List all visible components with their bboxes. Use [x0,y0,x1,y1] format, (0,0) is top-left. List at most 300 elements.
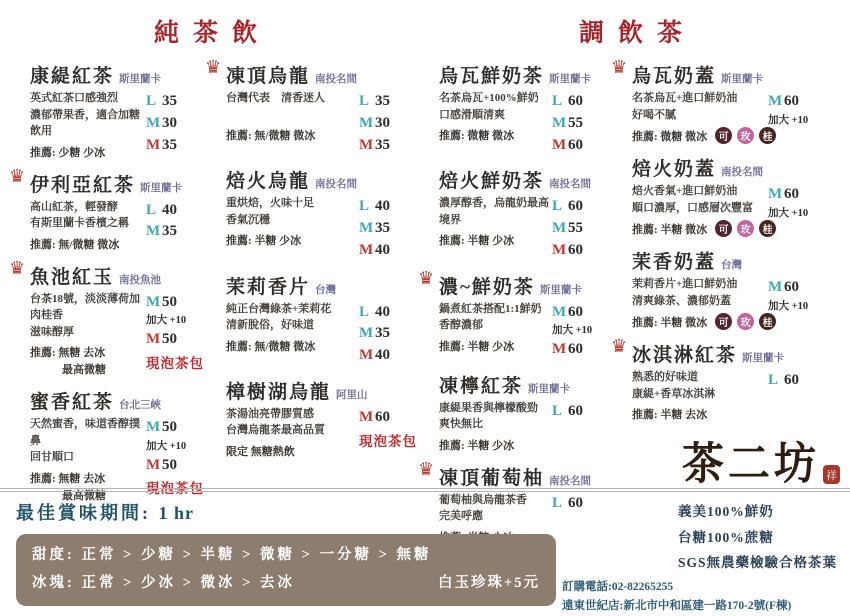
price-size: L [359,93,370,109]
price-block [359,90,421,156]
item-body [439,195,614,261]
fresh-brew-teabag-note: 現泡茶包 [146,355,204,371]
item-description-line: 清爽綠茶、濃郁奶蓋 [632,294,731,307]
item-body [439,301,614,361]
item-recommendation [226,443,359,459]
upsize-price: 加大 +10 [146,315,187,327]
item-recommendation-text: 推薦: 少糖 少冰 [30,146,106,159]
menu-item [208,377,421,459]
item-recommendation-text: 推薦: 半糖 少冰 [439,340,515,353]
price-row [146,292,208,314]
item-recommendation-text: 推薦: 微糖 微冰 [632,130,708,143]
item-region: 斯里蘭卡 [742,353,785,364]
item-description-line: 回甘順口 [30,451,74,463]
contact-info [562,578,837,616]
price-value: 50 [162,419,177,435]
item-description-block [226,301,359,367]
price-value: 30 [162,114,177,131]
price-size: M [146,331,161,347]
price-row [552,339,614,361]
price-block [552,301,614,361]
flavor-badge: 可 [715,313,732,330]
price-value: 35 [162,223,177,240]
item-recommendation [30,470,146,486]
price-value: 40 [162,201,177,218]
crown-icon: ♛ [418,458,435,479]
item-description-line: 台灣烏龍茶最高品質 [226,424,325,437]
price-row [359,91,421,113]
price-row [768,277,844,299]
item-recommendation [226,127,359,143]
item-header [30,170,208,197]
item-header [226,272,421,299]
item-body [30,199,208,252]
upsize-price: 加大 +10 [146,440,187,452]
item-region: 南投名間 [549,475,592,487]
item-header [226,61,421,88]
price-row [359,113,421,135]
price-value: 50 [162,331,177,347]
price-value: 35 [375,93,390,109]
item-description-line: 有斯里蘭卡香檳之稱 [30,217,129,229]
item-description-block [226,406,359,459]
price-size: M [768,186,783,202]
item-region: 斯里蘭卡 [721,74,764,85]
price-value: 55 [568,114,583,131]
price-size: L [552,198,563,215]
item-description-line: 高山紅茶，輕發酵 [30,200,118,213]
crown-icon: ♛ [611,57,628,77]
price-size: M [359,241,374,258]
item-recommendation-text: 推薦: 半糖 微冰 [632,316,708,329]
item-header [632,61,844,88]
price-size: M [146,456,161,473]
menu-item [611,336,844,422]
footer-right [556,499,838,612]
price-size: L [552,494,563,511]
item-region: 阿里山 [336,389,368,401]
item-header [30,387,208,414]
price-row [552,218,614,240]
menu-item [208,166,421,261]
ice-row [32,569,540,597]
item-name: 凍檸紅茶 [439,375,524,397]
item-description-line: 滋味醇厚 [30,325,74,338]
item-description-line: 清新脫俗，好味道 [226,319,314,331]
item-description-block [439,195,552,261]
price-value: 35 [375,325,390,342]
menu-item [421,61,614,156]
item-recommendation-text: 推薦: 無/微糖 微冰 [226,130,316,142]
footer [0,488,850,612]
item-recommendation-text: 推薦: 半糖 去冰 [632,409,708,421]
price-row [359,302,421,324]
item-description-block [30,291,146,378]
price-size: M [146,293,161,310]
price-value: 60 [784,372,799,388]
item-description-line: 完美呼應 [439,510,483,523]
price-value: 60 [568,494,583,511]
item-recommendation [226,232,359,248]
item-header [632,247,844,274]
pearl-topping-note: 白玉珍珠+5元 [437,575,540,592]
item-body [439,400,614,453]
certification-line: SGS無農藥檢驗合格茶葉 [678,555,838,571]
item-description-line: 順口濃厚，口感層次豐富 [632,201,753,214]
item-description-block [30,90,146,160]
price-value: 40 [375,198,390,215]
menu-column [611,57,844,490]
item-description-line: 口感滑順清爽 [439,108,505,121]
price-size: L [768,372,779,388]
price-size: L [359,198,370,215]
price-block [768,276,844,330]
item-description-line: 名茶烏瓦+進口鮮奶油 [632,92,738,104]
upsize-price: 加大 +10 [768,207,809,219]
item-name: 烏瓦鮮奶茶 [439,66,545,87]
item-recommendation-text: 推薦: 半糖 少冰 [439,235,515,248]
item-description-line: 熟悉的好味道 [632,371,698,383]
price-value: 35 [375,136,390,153]
price-size: M [552,114,567,131]
price-size: M [359,325,374,342]
section-headers [0,0,850,55]
item-description-block [439,301,552,361]
crown-icon: ♛ [611,336,628,356]
price-row [768,184,844,206]
price-block [552,90,614,156]
price-row [146,200,208,222]
price-size: M [146,223,161,240]
crown-icon: ♛ [205,57,222,77]
item-description-line: 焙火香氣+進口鮮奶油 [632,185,738,197]
item-header [226,377,421,404]
upsize-price: 加大 +10 [552,325,593,337]
item-description-line: 名茶烏瓦+100%鮮奶 [439,92,539,104]
menu-column [418,61,614,555]
price-size: M [359,136,374,153]
item-body [632,369,844,422]
price-size: M [359,408,374,425]
item-description-block [632,183,773,237]
price-value: 60 [568,136,583,153]
price-value: 55 [568,220,583,236]
item-description-line: 康緹+香草冰淇淋 [632,387,716,400]
price-size: M [146,419,161,435]
crown-icon: ♛ [9,257,26,278]
item-header [30,262,208,289]
price-size: M [768,93,783,109]
item-recommendation [439,338,552,354]
item-recommendation [226,338,359,354]
item-recommendation-text: 推薦: 無/微糖 微冰 [226,340,316,353]
menu-item [9,165,208,252]
flavor-badge: 可 [715,220,732,237]
item-description-block [439,90,552,156]
ice-options: 冰塊: 正常 > 少冰 > 微冰 > 去冰 [32,575,295,592]
item-description-block [226,90,359,156]
item-description-line: 康緹果香與檸檬酸勁 [439,401,538,414]
price-size: M [359,347,374,363]
price-row [552,240,614,262]
item-recommendation [30,344,146,360]
price-size: M [552,136,567,153]
price-block [359,301,421,367]
item-recommendation [439,127,552,143]
item-recommendation [632,220,773,237]
item-region: 斯里蘭卡 [528,383,571,395]
item-description-line: 天然蜜香，味道香醇撲鼻 [30,418,140,447]
price-row [552,302,614,324]
brand-logo [682,440,844,490]
item-region: 斯里蘭卡 [539,284,582,296]
price-block [146,291,208,378]
store-address: 遠東世紀店:新北市中和區建一路170-2號(F棟) [562,599,792,612]
options-box [16,534,556,606]
price-size: L [552,402,563,419]
item-body [226,90,421,156]
price-size: M [146,114,161,131]
item-recommendation-text: 推薦: 無/微糖 微冰 [30,238,120,251]
price-value: 60 [568,303,583,320]
item-name: 冰淇淋紅茶 [632,345,738,366]
price-value: 35 [162,93,177,109]
price-value: 60 [784,279,799,295]
item-recommendation [439,232,552,248]
item-recommendation-text: 推薦: 半糖 少冰 [439,439,515,452]
item-description-line: 英式紅茶口感強烈 [30,92,118,104]
item-recommendation-line2: 最高微糖 [62,364,106,376]
item-header [439,463,614,490]
menu-item [614,247,844,330]
item-name: 茉莉香片 [226,276,311,298]
brand-name: 茶二坊 [682,440,821,490]
item-description-block [439,400,552,453]
item-name: 焙火鮮奶茶 [439,171,545,193]
price-size: M [359,114,374,131]
item-name: 凍頂葡萄柚 [439,467,545,489]
price-row [768,91,844,113]
price-size: M [552,303,567,320]
menu-item [208,272,421,367]
price-value: 40 [375,303,390,320]
item-recommendation [632,406,768,422]
price-size: M [768,279,783,295]
best-before-value: 1 hr [158,503,194,523]
price-value: 40 [375,241,390,258]
price-row [768,370,844,392]
certification-line: 義美100%鮮奶 [678,504,774,519]
item-body [30,90,208,160]
item-recommendation [632,313,773,330]
price-block [768,183,844,237]
item-region: 南投名間 [315,179,358,191]
item-description-line: 鍋煮紅茶搭配1:1鮮奶 [439,302,542,315]
item-header [439,166,614,193]
item-region: 斯里蘭卡 [119,74,162,85]
flavor-badge: 桂 [759,220,776,237]
item-name: 焙火烏龍 [226,171,311,193]
price-row [359,135,421,157]
price-block [359,406,421,459]
item-description-line: 香醇濃郁 [439,319,483,331]
item-description-line: 茶湯油亮帶膠質感 [226,407,314,420]
item-header [439,61,614,88]
flavor-badge: 桂 [759,313,776,330]
price-block [552,400,614,453]
price-row [552,135,614,157]
price-size: M [552,341,567,357]
item-region: 台北三峽 [119,400,162,411]
price-size: M [552,220,567,236]
price-value: 35 [162,136,177,153]
price-row [552,401,614,423]
item-body [632,276,844,330]
item-header [30,61,208,88]
menu-column [9,61,208,513]
item-name: 焙火奶蓋 [632,159,717,180]
fresh-brew-teabag-note: 現泡茶包 [359,433,417,449]
flavor-badge: 玫 [737,313,754,330]
price-value: 60 [375,408,390,425]
price-value: 40 [375,347,390,363]
item-recommendation [30,236,146,252]
price-value: 35 [375,220,390,236]
item-region: 台灣 [315,284,337,296]
menu-item [614,154,844,237]
price-value: 60 [568,402,583,419]
price-block [768,369,844,422]
item-header [439,272,614,299]
item-body [226,195,421,261]
price-row [552,113,614,135]
price-row [552,196,614,218]
best-before-title [16,499,556,525]
menu-item [421,166,614,261]
price-size: L [146,93,157,109]
flavor-badge: 玫 [737,220,754,237]
price-row [359,345,421,367]
price-value: 50 [162,293,177,310]
menu-item [205,57,421,156]
item-name: 凍頂烏龍 [226,66,311,87]
item-description-line: 台灣代表 清香迷人 [226,92,325,104]
item-body [632,183,844,237]
price-value: 60 [568,198,583,215]
price-size: M [359,220,374,236]
fresh-brew-teabag-note: 現泡茶包 [146,481,204,497]
price-row [146,135,208,157]
price-block [146,199,208,252]
item-name: 烏瓦奶蓋 [632,66,717,87]
quality-certifications [562,499,837,576]
price-row [359,196,421,218]
item-region: 斯里蘭卡 [549,74,592,85]
item-body [226,301,421,367]
price-value: 60 [784,186,799,202]
flavor-badge: 可 [715,127,732,144]
item-description-line: 爽快無比 [439,418,483,431]
crown-icon: ♛ [9,165,26,186]
price-value: 60 [568,241,583,258]
menu-item [418,267,614,361]
item-header [226,166,421,193]
price-row [359,240,421,262]
price-block [359,195,421,261]
item-description-block [226,195,359,261]
item-name: 濃~鮮奶茶 [439,276,535,298]
price-value: 60 [568,341,583,357]
item-description-line: 葡萄柚與烏龍茶香 [439,493,527,506]
item-recommendation [30,144,146,160]
price-block [146,90,208,160]
menu-item [611,57,844,144]
section-title-mixed-tea: 調飲茶 [578,20,696,47]
price-row [552,91,614,113]
price-size: M [552,241,567,258]
item-recommendation-text: 推薦: 無糖 去冰 [30,347,106,359]
certification-line: 台糖100%蔗糖 [678,529,774,545]
item-region: 南投名間 [315,74,358,85]
price-size: L [552,93,563,109]
item-body [30,291,208,378]
item-body [632,90,844,144]
price-size: L [359,303,370,320]
item-recommendation [632,127,773,144]
price-block [552,195,614,261]
upsize-price: 加大 +10 [768,300,809,312]
item-region: 斯里蘭卡 [140,182,183,194]
sweetness-row [32,541,540,569]
item-recommendation-text: 推薦: 半糖 少冰 [226,235,302,248]
upsize-price: 加大 +10 [768,114,809,126]
item-header [632,154,844,181]
menu-item [12,387,208,503]
footer-left [16,499,556,607]
menu-item [421,371,614,453]
item-region: 南投名間 [721,167,764,178]
item-description-line [226,107,359,124]
price-row [359,323,421,345]
item-name: 茉香奶蓋 [632,252,717,273]
item-recommendation-text: 推薦: 無糖 去冰 [30,472,106,485]
item-name: 樟樹湖烏龍 [226,381,332,403]
price-value: 50 [162,456,177,473]
flavor-badge: 桂 [759,127,776,144]
sweetness-options: 甜度: 正常 > 少糖 > 半糖 > 微糖 > 一分糖 > 無糖 [32,547,432,563]
price-row [359,218,421,240]
best-before-label: 最佳賞味期間: [16,503,151,523]
item-description-line: 好喝不膩 [632,108,676,121]
item-header [439,371,614,398]
item-name: 康緹紅茶 [30,66,115,87]
menu-column [205,57,421,469]
crown-icon: ♛ [418,267,435,288]
price-row [146,113,208,135]
price-row [146,91,208,113]
item-name: 伊利亞紅茶 [30,174,136,196]
price-row [146,329,208,351]
item-description-block [632,90,773,144]
item-description-line: 台茶18號，淡淡薄荷加肉桂香 [30,292,140,321]
item-description-block [30,199,146,252]
item-description-line: 純正台灣綠茶+茉莉花 [226,302,332,315]
item-description-line: 茉莉香片+進口鮮奶油 [632,278,738,290]
price-size: M [146,136,161,153]
item-header [632,340,844,367]
brand-seal-stamp: 祥 [823,465,840,484]
price-value: 30 [375,114,390,131]
